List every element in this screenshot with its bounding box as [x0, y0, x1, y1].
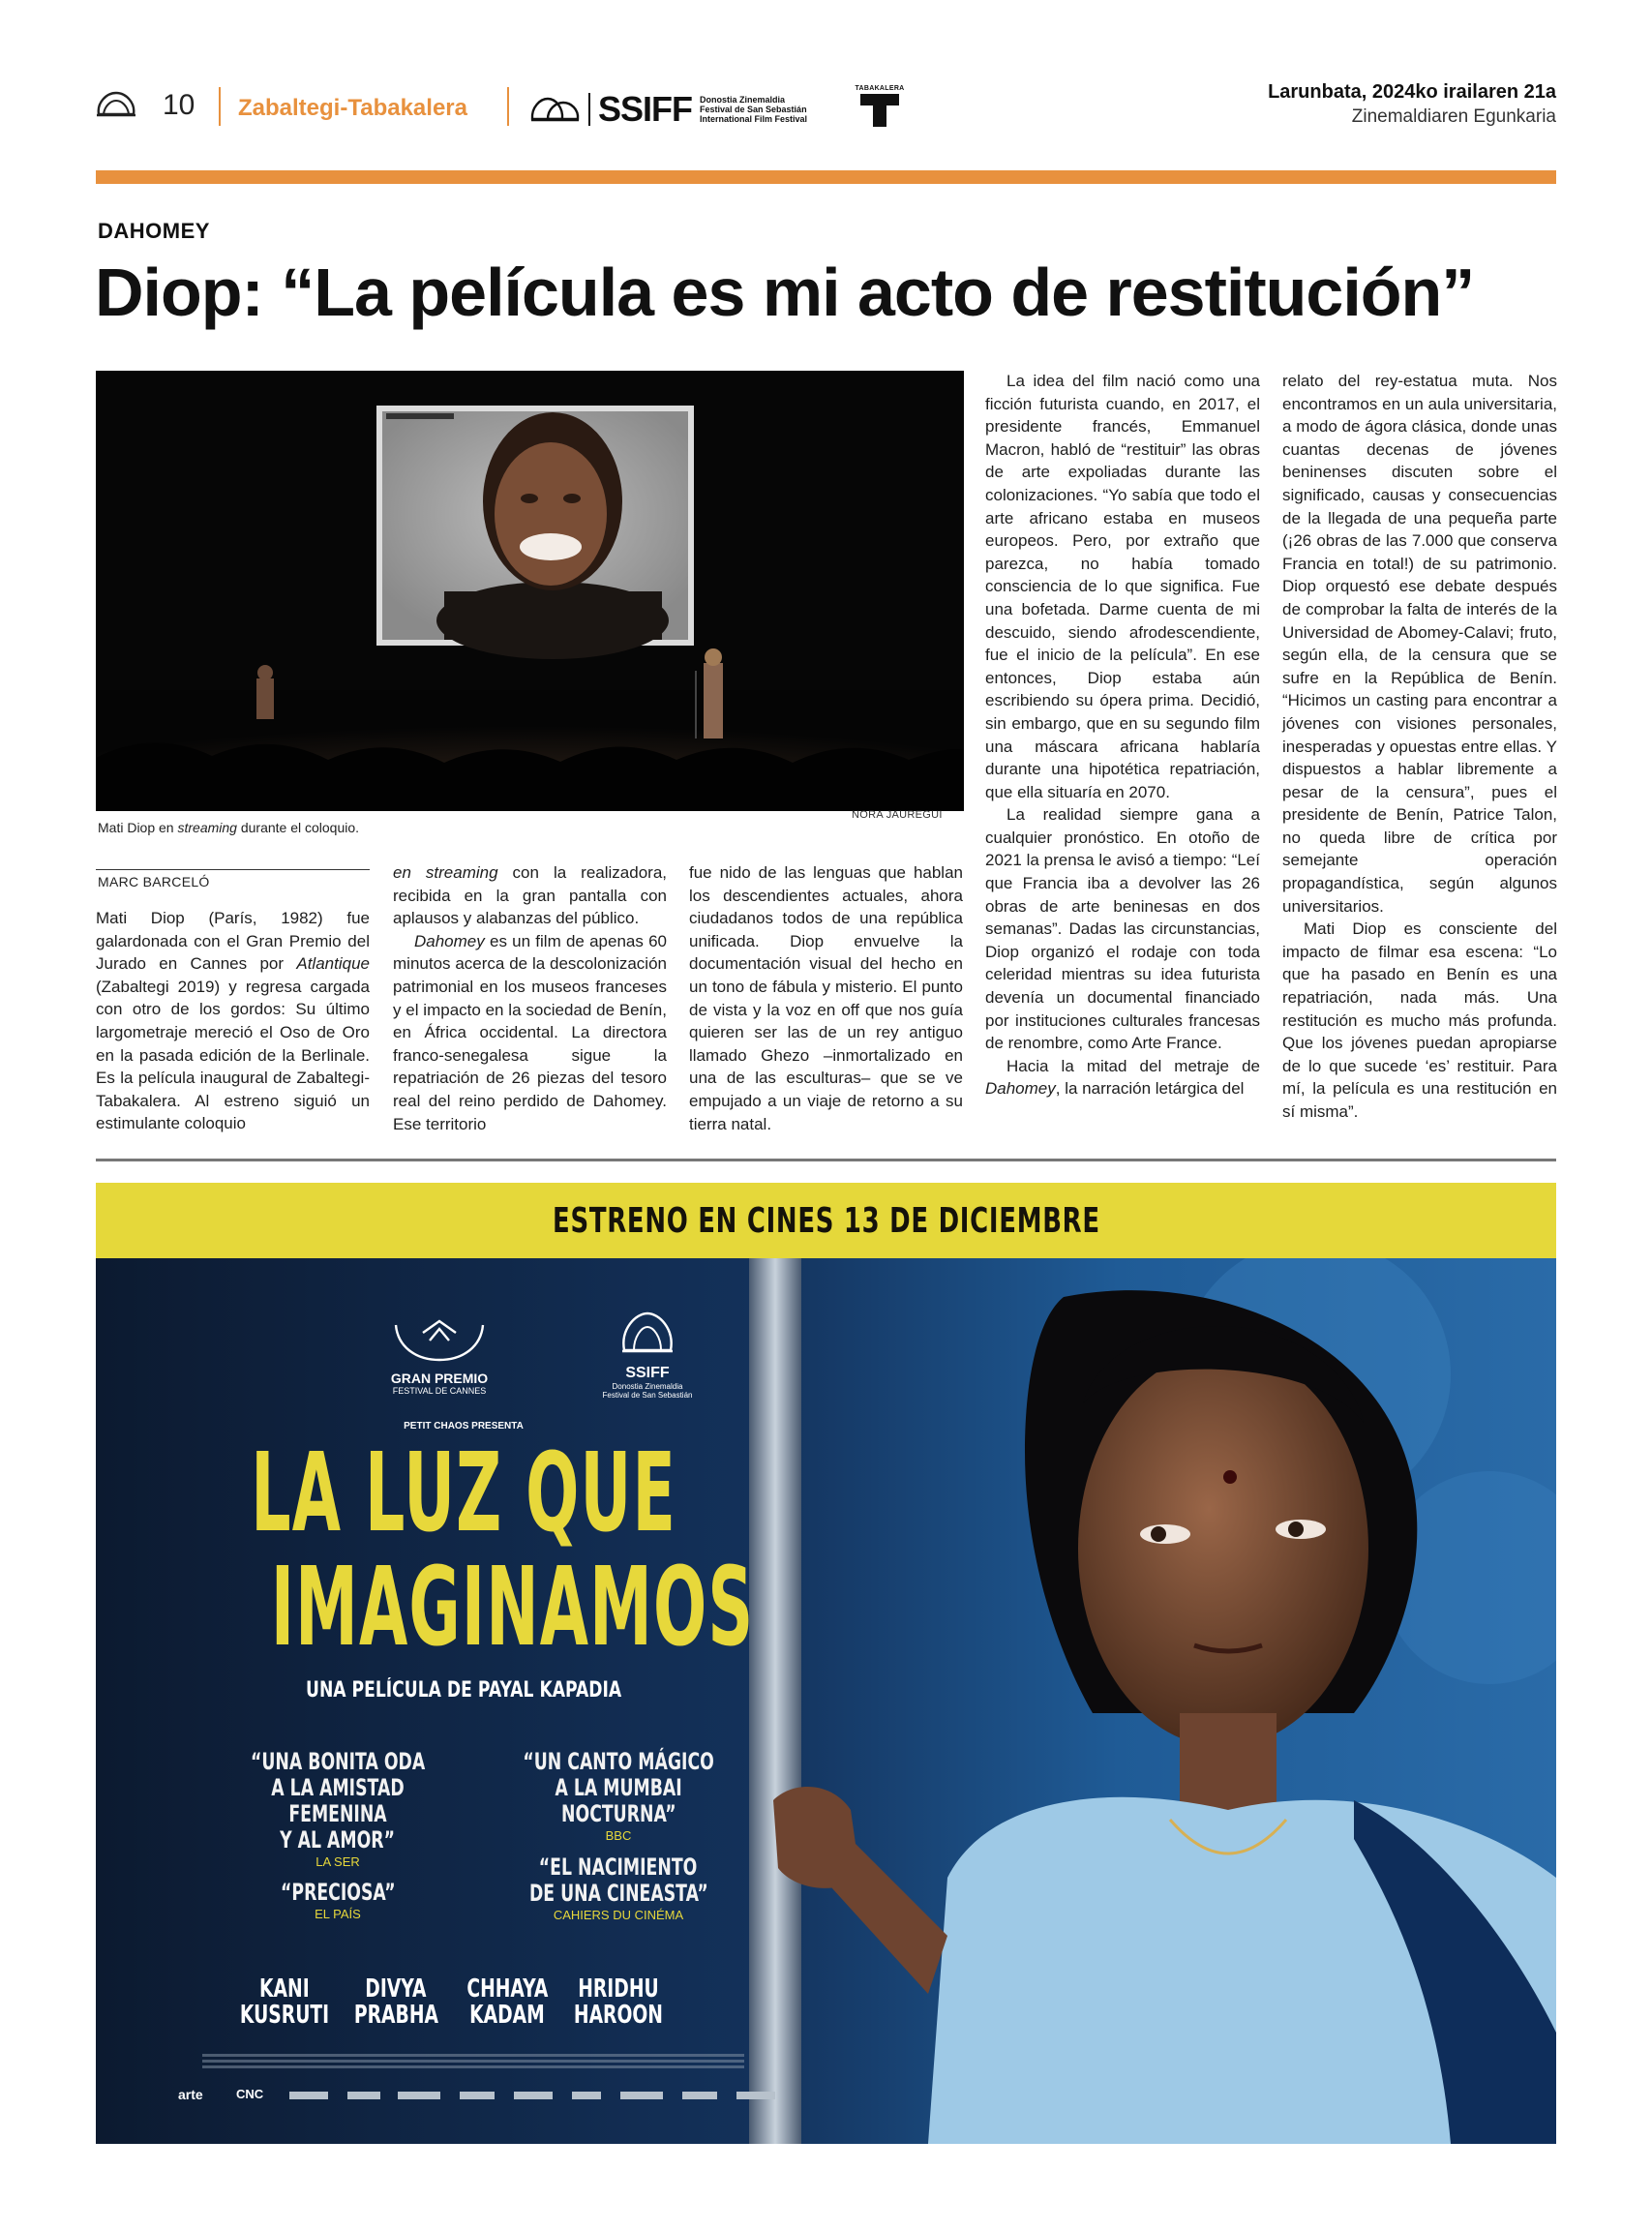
article-column-4: [985, 370, 1260, 1100]
cast-member: DIVYA PRABHA: [353, 1974, 438, 2030]
paragraph: La realidad siempre gana a cualquier pronóstico. En otoño de 2021 la prensa le avisó a tiempo: “Leí que Francia iba a devolver las 26 obras de arte beninesas en dos semanas”. Dadas las circunstancias, Diop organizó el rodaje con toda celeridad mientras su idea futurista devenía un documental financiado por instituciones culturales francesas de renombre, como Arte France.: [985, 805, 1260, 1053]
paragraph: Hacia la mitad del metraje de Dahomey, la narración letárgica del: [985, 1056, 1260, 1099]
director-credit: UNA PELÍCULA DE PAYAL KAPADIA: [305, 1678, 622, 1703]
ssiff-subtitle: Donostia Zinemaldia Festival de San Sebastián International Film Festival: [700, 95, 808, 124]
issue-date: Larunbata, 2024ko irailaren 21a: [1268, 81, 1556, 103]
paragraph: La idea del film nació como una ficción futurista cuando, en 2017, el presidente francés, Emmanuel Macron, habló de “restituir” las obras de arte expoliadas durante las colonizaciones. “Yo sabía que todo el arte africano estaba en museos europeos. Pero, por extraño que parezca, no había tomado consciencia de lo que significa. Fue una bofetada. Darme cuenta de mi descuido, siendo afrodescendiente, fue el inicio de la película”. En ese entonces, Diop estaba aún escribiendo su ópera prima. Decidió, sin embargo, que en su segundo film una máscara africana hablaría durante una hipotética repatriación, que ella situaría en 2070.: [985, 372, 1260, 801]
paragraph: Mati Diop (París, 1982) fue galardonada con el Gran Premio del Jurado en Cannes por Atlantique (Zabaltegi 2019) y regresa cargada con otro de los gordos: Su último largometraje mereció el Oso de Oro en la pasada edición de la Berlinale. Es la película inaugural de Zabaltegi-Tabakalera. Al estreno siguió un estimulante coloquio: [96, 909, 370, 1133]
article-headline: Diop: “La película es mi acto de restitución”: [95, 255, 1475, 330]
logo-divider: [588, 93, 590, 126]
film-title-line-1: LA LUZ QUE: [251, 1431, 676, 1556]
paragraph: fue nido de las lenguas que hablan los descendientes actuales, ahora ciudadanos todos de una república unificada. Diop envuelve la documentación visual del hecho en un tono de fábula y misterio. El punto de vista y la voz en off que nos guía quieren ser las de un rey antiguo llamado Ghezo –inmortalizado en una de las esculturas– que se ve empujado a un viaje de retorno a su tierra natal.: [689, 863, 963, 1133]
article-column-3: [689, 861, 963, 1135]
ssiff-shell-icon: [530, 94, 581, 125]
header-divider: [219, 87, 221, 126]
article-column-2: [393, 861, 667, 1135]
ssiff-award: SSIFF Donostia Zinemaldia Festival de San Sebastián: [565, 1304, 730, 1400]
quote-source: CAHIERS DU CINÉMA: [553, 1908, 684, 1922]
ssiff-logo: [530, 89, 807, 130]
film-title-line-2: IMAGINAMOS: [270, 1545, 755, 1671]
ssiff-shell-award-icon: [618, 1304, 676, 1360]
ssiff-name: SSIFF: [598, 89, 693, 129]
cannes-award: GRAN PREMIO FESTIVAL DE CANNES: [338, 1304, 541, 1396]
section-name: Zabaltegi-Tabakalera: [238, 95, 467, 121]
review-quote: “UN CANTO MÁGICO A LA MUMBAI NOCTURNA” BBC: [478, 1749, 759, 1845]
release-date-band: ESTRENO EN CINES 13 DE DICIEMBRE: [96, 1183, 1556, 1258]
presenter-credit: PETIT CHAOS PRESENTA: [404, 1421, 524, 1431]
byline-rule: [96, 869, 370, 870]
article-kicker: DAHOMEY: [98, 219, 210, 243]
ad-separator-rule: [96, 1159, 1556, 1161]
credits-block: [202, 2060, 744, 2063]
paragraph: Mati Diop es consciente del impacto de filmar esa escena: “Lo que ha pasado en Benín es una repatriación, nada más. Una restitución es mucho más profunda. Que los jóvenes puedan apropiarse de lo que sucede ‘es’ restituir. Para mí, la película es una restitución en sí misma”.: [1282, 919, 1557, 1121]
credits-block: [202, 2054, 744, 2057]
quote-source: EL PAÍS: [315, 1907, 361, 1921]
cast-member: CHHAYA KADAM: [466, 1974, 549, 2030]
article-column-5: [1282, 370, 1557, 1124]
sponsor-arte: arte: [178, 2087, 203, 2102]
review-quote: “UNA BONITA ODA A LA AMISTAD FEMENINA Y AL AMOR” LA SER: [197, 1749, 478, 1871]
article-photo: [96, 371, 964, 811]
article-column-1: [96, 907, 370, 1135]
shell-logo-icon: [95, 89, 134, 118]
film-advertisement: [96, 1183, 1556, 2144]
paragraph: en streaming con la realizadora, recibida en la gran pantalla con aplausos y alabanzas del público.: [393, 863, 667, 928]
sponsor-logos: [289, 2089, 793, 2100]
review-quote: “EL NACIMIENTO DE UNA CINEASTA” CAHIERS DU CINÉMA: [478, 1854, 759, 1924]
quote-source: LA SER: [315, 1854, 360, 1869]
publication-name: Zinemaldiaren Egunkaria: [1351, 106, 1556, 127]
sponsor-cnc: CNC: [236, 2087, 264, 2101]
paragraph: relato del rey-estatua muta. Nos encontramos en un aula universitaria, a modo de ágora clásica, donde unas cuantas decenas de jóvenes beninenses discuten sobre el significado, causas y consecuencias de la llegada de una pequeña parte (¡26 obras de las 7.000 que conserva Francia en total!) de su patrimonio. Diop orquestó ese debate después de comprobar la falta de interés de la Universidad de Abomey-Calavi; fruto, según ella, de la censura que se sufre en la República de Benín. “Hicimos un casting para encontrar a jóvenes con visiones personales, inesperadas y opuestas entre ellas. Y dispuestos a hablar libremente a pesar de la censura”, pues el presidente de Benín, Patrice Talon, no queda libre de crítica por semejante operación propagandística, según algunos universitarios.: [1282, 372, 1557, 916]
credits-block: [202, 2065, 744, 2068]
cast-member: HRIDHU HAROON: [573, 1974, 664, 2030]
byline: MARC BARCELÓ: [98, 874, 210, 889]
header-divider: [507, 87, 509, 126]
page-number: 10: [163, 89, 195, 121]
photo-credit: NORA JAUREGUI: [852, 809, 943, 821]
tabakalera-t-icon: [860, 92, 899, 127]
paragraph: Dahomey es un film de apenas 60 minutos acerca de la descolonización patrimonial en los museos franceses y el impacto en la sociedad de Benín, en África occidental. La directora franco-senegalesa sigue la repatriación de 26 piezas del tesoro real del reino perdido de Dahomey. Ese territorio: [393, 931, 667, 1133]
quote-source: BBC: [605, 1828, 632, 1843]
cast-member: KANI KUSRUTI: [239, 1974, 330, 2030]
photo-caption: Mati Diop en streaming durante el coloquio.: [98, 820, 360, 835]
palm-laurel-icon: [386, 1304, 493, 1366]
review-quote: “PRECIOSA” EL PAÍS: [197, 1880, 478, 1923]
header-rule: [96, 170, 1556, 184]
tabakalera-logo: TABAKALERA: [855, 85, 905, 132]
